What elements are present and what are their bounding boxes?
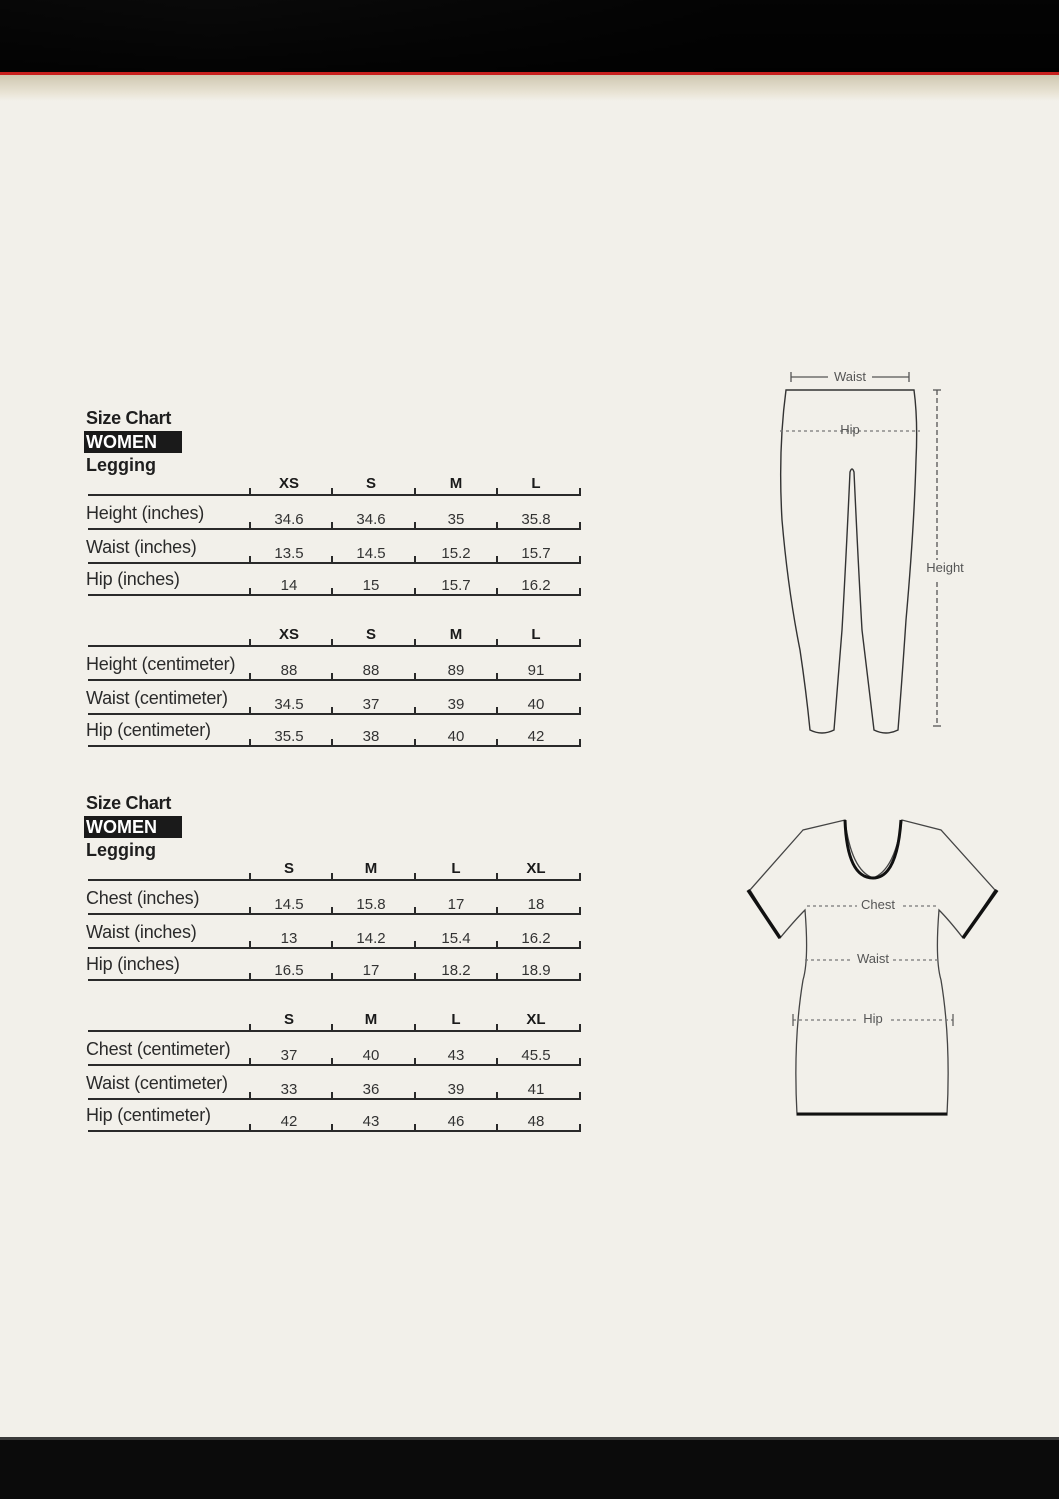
measurement-cell: 14.5	[356, 545, 386, 562]
row-tick	[414, 639, 416, 647]
row-rule	[88, 1130, 580, 1132]
table-row	[86, 881, 580, 915]
row-tick	[331, 588, 333, 596]
measurement-cell: 43	[447, 1047, 465, 1064]
row-label: Waist (centimeter)	[86, 1073, 228, 1093]
row-tick	[331, 556, 333, 564]
bottom-footer-band	[0, 1437, 1059, 1499]
measurement-cell: 40	[362, 1047, 380, 1064]
measurement-cell: 16.5	[274, 962, 304, 979]
row-tick	[331, 1124, 333, 1132]
row-tick	[331, 941, 333, 949]
measurement-cell: 16.2	[521, 577, 551, 594]
size-header-cell: M	[364, 1011, 378, 1028]
row-tick	[496, 941, 498, 949]
row-tick	[331, 639, 333, 647]
measurement-cell: 42	[527, 728, 545, 745]
table-row	[86, 564, 580, 596]
top-parchment-edge	[0, 75, 1059, 101]
women-badge: WOMEN	[84, 431, 182, 453]
row-tick	[249, 707, 251, 715]
row-label: Height (centimeter)	[86, 654, 236, 674]
row-tick	[249, 488, 251, 496]
row-tick	[579, 556, 581, 564]
size-header-cell: L	[531, 475, 541, 492]
row-tick	[414, 1092, 416, 1100]
row-label: Chest (inches)	[86, 888, 200, 908]
row-tick	[331, 873, 333, 881]
legging-waist-label: Waist	[833, 369, 867, 384]
measurement-cell: 88	[362, 662, 380, 679]
row-tick	[579, 488, 581, 496]
row-tick	[249, 588, 251, 596]
size-header-cell: S	[365, 475, 376, 492]
size-header-row	[86, 1002, 580, 1032]
row-label: Hip (centimeter)	[86, 1105, 211, 1125]
measurement-cell: 15.4	[441, 930, 471, 947]
table-row	[86, 715, 580, 747]
size-header-cell: XL	[526, 860, 546, 877]
measurement-cell: 91	[527, 662, 545, 679]
size-header-cell: S	[365, 626, 376, 643]
measurement-cell: 42	[280, 1113, 298, 1130]
size-header-cell: L	[531, 626, 541, 643]
row-tick	[496, 873, 498, 881]
table-row	[86, 496, 580, 530]
row-tick	[496, 739, 498, 747]
top-diagram	[745, 810, 1005, 1130]
row-label: Waist (inches)	[86, 922, 197, 942]
row-tick	[331, 488, 333, 496]
table-row	[86, 1032, 580, 1066]
row-tick	[249, 639, 251, 647]
row-tick	[496, 673, 498, 681]
measurement-cell: 39	[447, 696, 465, 713]
row-tick	[331, 673, 333, 681]
table-row	[86, 530, 580, 564]
size-header-cell: S	[283, 860, 294, 877]
row-label: Hip (inches)	[86, 569, 180, 589]
chart-title: Size Chart	[86, 408, 172, 428]
row-tick	[496, 907, 498, 915]
measurement-cell: 14.2	[356, 930, 386, 947]
row-tick	[496, 522, 498, 530]
measurement-cell: 13	[280, 930, 298, 947]
table-row	[86, 1066, 580, 1100]
measurement-cell: 39	[447, 1081, 465, 1098]
measurement-cell: 37	[362, 696, 380, 713]
measurement-cell: 13.5	[274, 545, 304, 562]
row-tick	[249, 556, 251, 564]
row-tick	[579, 873, 581, 881]
measurement-cell: 40	[527, 696, 545, 713]
row-tick	[414, 1124, 416, 1132]
legging-height-label: Height	[926, 560, 964, 575]
row-tick	[496, 1124, 498, 1132]
product-name: Legging	[86, 840, 156, 860]
size-header-cell: S	[283, 1011, 294, 1028]
row-tick	[249, 673, 251, 681]
row-rule	[88, 745, 580, 747]
measurement-cell: 14	[280, 577, 298, 594]
row-tick	[579, 907, 581, 915]
measurement-cell: 18	[527, 896, 545, 913]
measurement-cell: 45.5	[521, 1047, 551, 1064]
row-label: Height (inches)	[86, 503, 205, 523]
row-tick	[579, 707, 581, 715]
row-tick	[414, 556, 416, 564]
row-tick	[496, 639, 498, 647]
product-name: Legging	[86, 455, 156, 475]
row-tick	[579, 739, 581, 747]
row-tick	[331, 907, 333, 915]
row-tick	[579, 522, 581, 530]
row-tick	[496, 488, 498, 496]
row-tick	[414, 1024, 416, 1032]
measurement-cell: 88	[280, 662, 298, 679]
row-tick	[579, 588, 581, 596]
row-tick	[249, 1024, 251, 1032]
measurement-cell: 17	[447, 896, 465, 913]
chart-title: Size Chart	[86, 793, 172, 813]
row-tick	[496, 1058, 498, 1066]
table-row	[86, 647, 580, 681]
measurement-cell: 46	[447, 1113, 465, 1130]
size-header-cell: M	[449, 626, 463, 643]
row-tick	[496, 1024, 498, 1032]
measurement-cell: 34.5	[274, 696, 304, 713]
row-tick	[579, 973, 581, 981]
measurement-cell: 89	[447, 662, 465, 679]
measurement-cell: 14.5	[274, 896, 304, 913]
measurement-cell: 18.9	[521, 962, 551, 979]
row-tick	[496, 707, 498, 715]
size-header-cell: XS	[278, 626, 299, 643]
row-tick	[414, 941, 416, 949]
row-tick	[249, 1058, 251, 1066]
size-header-row	[86, 617, 580, 647]
row-tick	[579, 1058, 581, 1066]
row-tick	[579, 673, 581, 681]
women-badge: WOMEN	[84, 816, 182, 838]
row-tick	[414, 873, 416, 881]
row-tick	[249, 941, 251, 949]
legging-hip-label: Hip	[840, 422, 860, 437]
top-header-band	[0, 0, 1059, 72]
row-tick	[579, 1024, 581, 1032]
measurement-cell: 15.8	[356, 896, 386, 913]
row-tick	[579, 1092, 581, 1100]
row-tick	[496, 588, 498, 596]
measurement-cell: 43	[362, 1113, 380, 1130]
size-header-cell: M	[364, 860, 378, 877]
measurement-cell: 35	[447, 511, 465, 528]
row-tick	[496, 1092, 498, 1100]
size-header-cell: L	[451, 860, 461, 877]
table-row	[86, 915, 580, 949]
measurement-cell: 15.7	[441, 577, 471, 594]
measurement-cell: 18.2	[441, 962, 471, 979]
row-label: Waist (centimeter)	[86, 688, 228, 708]
row-tick	[414, 522, 416, 530]
row-tick	[579, 1124, 581, 1132]
row-tick	[331, 1092, 333, 1100]
row-tick	[414, 707, 416, 715]
row-tick	[414, 739, 416, 747]
measurement-cell: 35.5	[274, 728, 304, 745]
row-tick	[331, 522, 333, 530]
measurement-cell: 17	[362, 962, 380, 979]
row-label: Hip (centimeter)	[86, 720, 211, 740]
measurement-cell: 15	[362, 577, 380, 594]
size-header-cell: L	[451, 1011, 461, 1028]
table-row	[86, 1100, 580, 1132]
row-tick	[331, 973, 333, 981]
size-header-cell: M	[449, 475, 463, 492]
row-tick	[331, 739, 333, 747]
measurement-cell: 33	[280, 1081, 298, 1098]
table-row	[86, 681, 580, 715]
row-tick	[249, 1092, 251, 1100]
row-tick	[249, 522, 251, 530]
row-tick	[249, 907, 251, 915]
measurement-cell: 36	[362, 1081, 380, 1098]
measurement-cell: 35.8	[521, 511, 551, 528]
row-tick	[331, 1024, 333, 1032]
row-tick	[414, 673, 416, 681]
row-tick	[331, 707, 333, 715]
measurement-cell: 15.7	[521, 545, 551, 562]
row-tick	[249, 973, 251, 981]
table-row	[86, 949, 580, 981]
measurement-cell: 40	[447, 728, 465, 745]
size-header-row	[86, 466, 580, 496]
size-header-cell: XS	[278, 475, 299, 492]
size-header-cell: XL	[526, 1011, 546, 1028]
row-tick	[414, 1058, 416, 1066]
row-tick	[496, 973, 498, 981]
top-hip-label: Hip	[863, 1011, 883, 1026]
row-tick	[414, 907, 416, 915]
row-tick	[414, 973, 416, 981]
row-tick	[249, 873, 251, 881]
measurement-cell: 41	[527, 1081, 545, 1098]
row-rule	[88, 594, 580, 596]
measurement-cell: 37	[280, 1047, 298, 1064]
top-chest-label: Chest	[861, 897, 895, 912]
row-tick	[414, 488, 416, 496]
row-tick	[496, 556, 498, 564]
legging-diagram	[770, 360, 990, 750]
row-tick	[249, 1124, 251, 1132]
measurement-cell: 16.2	[521, 930, 551, 947]
top-waist-label: Waist	[856, 951, 890, 966]
measurement-cell: 34.6	[274, 511, 304, 528]
row-tick	[249, 739, 251, 747]
row-label: Waist (inches)	[86, 537, 197, 557]
row-rule	[88, 979, 580, 981]
row-tick	[579, 639, 581, 647]
row-tick	[414, 588, 416, 596]
measurement-cell: 34.6	[356, 511, 386, 528]
row-tick	[331, 1058, 333, 1066]
measurement-cell: 15.2	[441, 545, 471, 562]
measurement-cell: 48	[527, 1113, 545, 1130]
row-label: Hip (inches)	[86, 954, 180, 974]
measurement-cell: 38	[362, 728, 380, 745]
size-header-row	[86, 851, 580, 881]
row-tick	[579, 941, 581, 949]
row-label: Chest (centimeter)	[86, 1039, 231, 1059]
